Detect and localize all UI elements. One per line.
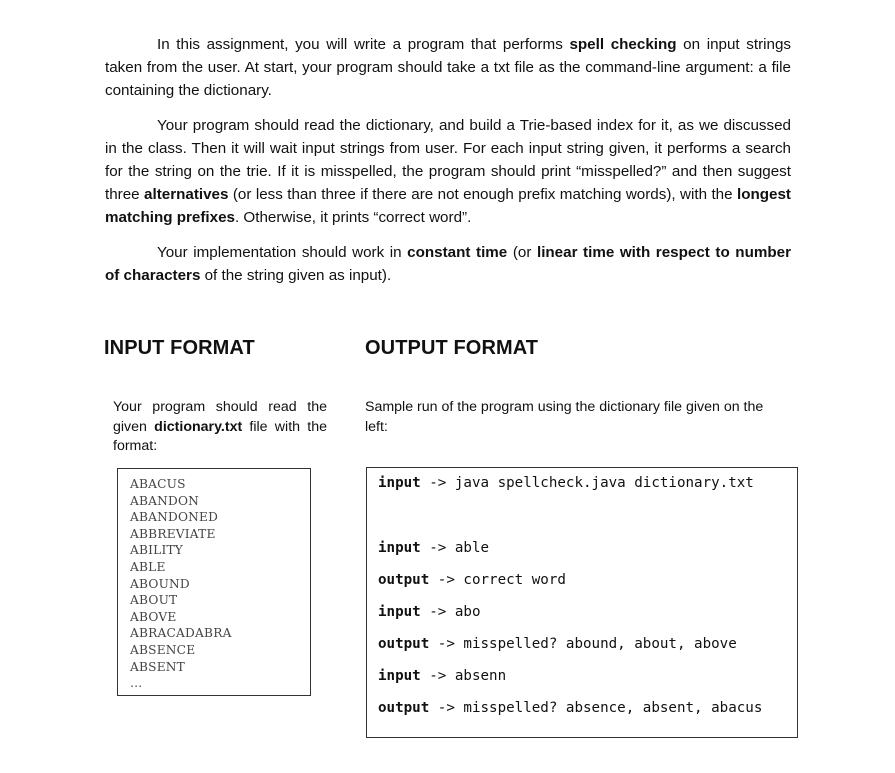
intro-p1-text-2: on input strings taken from the user. At start, your program should take a txt file as the command-line argument: a file containing the dictionary. — [105, 36, 792, 99]
run-line — [378, 572, 566, 588]
run-line-text: able — [454, 540, 490, 556]
dictionary-word: ABILITY — [130, 543, 184, 558]
intro-p3-bold-constant: constant time — [407, 244, 508, 261]
dictionary-word: ABOUT — [130, 593, 178, 608]
run-line-text: correct word — [463, 572, 566, 588]
dictionary-word: ABBREVIATE — [130, 526, 216, 541]
run-line-keyword: input — [378, 475, 421, 491]
dictionary-word: ABSENCE — [130, 642, 196, 657]
run-line-keyword: output — [378, 572, 430, 588]
dictionary-word: ABANDONED — [130, 510, 219, 525]
output-format-heading: OUTPUT FORMAT — [365, 337, 539, 359]
run-line-arrow: -> — [420, 540, 455, 556]
dictionary-box — [117, 468, 311, 696]
run-line-keyword: input — [378, 604, 421, 620]
intro-paragraph-3 — [105, 241, 791, 287]
intro-p3-text: Your implementation should work in — [157, 244, 408, 261]
run-line — [378, 540, 489, 556]
run-line — [378, 636, 737, 652]
input-caption-text-2: file with the format: — [113, 418, 327, 454]
run-line-keyword: output — [378, 700, 430, 716]
intro-p3-text-2: (or — [507, 244, 537, 261]
intro-paragraph-2 — [105, 114, 791, 229]
dictionary-word: ABANDON — [130, 493, 200, 508]
dictionary-word: ABLE — [130, 559, 166, 574]
intro-p2-text-3: . Otherwise, it prints “correct word”. — [234, 209, 472, 226]
input-format-heading: INPUT FORMAT — [104, 337, 255, 359]
dictionary-word: … — [130, 676, 143, 691]
run-line-arrow: -> — [429, 572, 464, 588]
run-line — [378, 475, 754, 491]
intro-p2-bold-prefixes: longest matching prefixes — [105, 186, 791, 226]
run-line-keyword: output — [378, 636, 430, 652]
run-line — [378, 700, 762, 716]
run-line-text: misspelled? absence, absent, abacus — [463, 700, 763, 716]
run-line-arrow: -> — [420, 604, 455, 620]
dictionary-word: ABOUND — [130, 576, 190, 591]
intro-p3-text-3: of the string given as input). — [200, 267, 392, 284]
run-line — [378, 604, 481, 620]
run-line-arrow: -> — [420, 475, 455, 491]
intro-p2-text: Your program should read the dictionary, and build a Trie-based index for it, as we discussed in the class. Then it will wait input strings from user. For each input string given, it performs a search for the string on the trie. If it is misspelled, the program should print “misspelled?” and then suggest three — [105, 117, 791, 203]
intro-p2-bold-alternatives: alternatives — [144, 186, 229, 203]
intro-p1-text: In this assignment, you will write a program that performs — [157, 36, 570, 53]
input-format-caption — [113, 398, 327, 457]
dictionary-word: ABACUS — [130, 477, 186, 491]
input-caption-filename: dictionary.txt — [154, 418, 243, 435]
run-line-arrow: -> — [420, 668, 455, 684]
intro-p3-bold-linear: linear time with respect to number of characters — [105, 244, 791, 284]
run-line-text: absenn — [454, 668, 507, 684]
intro-paragraph-1 — [105, 33, 791, 102]
run-line-keyword: input — [378, 668, 421, 684]
sample-run-box — [366, 467, 798, 738]
dictionary-word: ABSENT — [130, 659, 185, 674]
run-line — [378, 668, 506, 684]
dictionary-word: ABRACADABRA — [130, 626, 232, 641]
run-line-text: abo — [454, 604, 481, 620]
run-line-arrow: -> — [429, 636, 464, 652]
run-line-text: misspelled? abound, about, above — [463, 636, 737, 652]
run-line-keyword: input — [378, 540, 421, 556]
run-line-text: java spellcheck.java dictionary.txt — [454, 475, 754, 491]
run-line-arrow: -> — [429, 700, 464, 716]
dictionary-word: ABOVE — [130, 609, 177, 624]
input-caption-text: Your program should read the given — [113, 399, 327, 435]
intro-p1-bold: spell checking — [569, 36, 677, 53]
intro-p2-text-2: (or less than three if there are not enough prefix matching words), with the — [228, 186, 737, 203]
dictionary-list — [130, 476, 232, 692]
output-format-caption: Sample run of the program using the dictionary file given on the left: — [365, 399, 764, 435]
